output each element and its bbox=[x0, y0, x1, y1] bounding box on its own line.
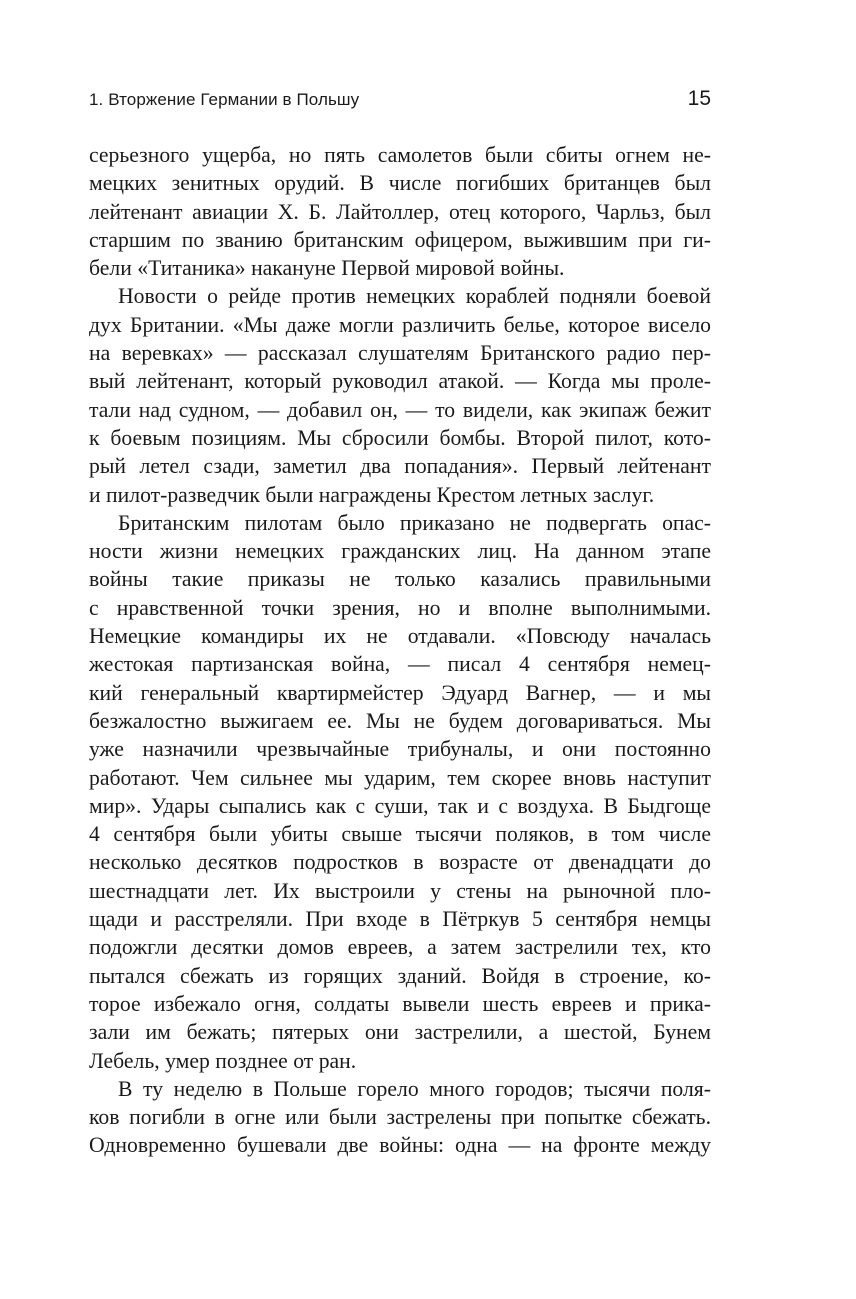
text-line: шестнадцати лет. Их выстроили у стены на рыночной пло- bbox=[89, 878, 711, 903]
text-line: Одновременно бушевали две войны: одна — на фронте между bbox=[89, 1133, 711, 1158]
text-line: серьезного ущерба, но пять самолетов были сбиты огнем не- bbox=[89, 143, 711, 167]
text-line: лейтенант авиации Х. Б. Лайтоллер, отец которого, Чарльз, был bbox=[89, 199, 711, 224]
text-line: ности жизни немецких гражданских лиц. На данном этапе bbox=[89, 539, 711, 564]
text-line: вый лейтенант, который руководил атакой. — Когда мы проле- bbox=[89, 369, 711, 394]
text-line: с нравственной точки зрения, но и вполне выполнимыми. bbox=[89, 595, 711, 620]
running-head bbox=[89, 88, 711, 112]
paragraph bbox=[89, 141, 711, 282]
text-line: Новости о рейде против немецких кораблей подняли боевой bbox=[118, 284, 711, 309]
text-line: тали над судном, — добавил он, — то видели, как экипаж бежит bbox=[89, 397, 711, 422]
text-line: Немецкие командиры их не отдавали. «Повсюду началась bbox=[89, 624, 711, 649]
text-line: мир». Удары сыпались как с суши, так и с воздуха. В Быдгоще bbox=[89, 793, 711, 818]
text-line: щади и расстреляли. При входе в Пётркув 5 сентября немцы bbox=[89, 907, 711, 932]
text-line: к боевым позициям. Мы сбросили бомбы. Второй пилот, кото- bbox=[89, 425, 711, 450]
text-line: рый летел сзади, заметил два попадания». Первый лейтенант bbox=[89, 454, 711, 479]
body-text bbox=[89, 141, 711, 1160]
text-line: жестокая партизанская война, — писал 4 сентября немец- bbox=[89, 652, 711, 677]
paragraph bbox=[89, 282, 711, 508]
text-line: Британским пилотам было приказано не подвергать опас- bbox=[118, 510, 711, 535]
text-line: войны такие приказы не только казались правильными bbox=[89, 567, 711, 592]
text-line: на веревках» — рассказал слушателям Британского радио пер- bbox=[89, 341, 711, 366]
text-line: ков погибли в огне или были застрелены при попытке сбежать. bbox=[89, 1105, 711, 1130]
text-line: работают. Чем сильнее мы ударим, тем скорее вновь наступит bbox=[89, 765, 711, 790]
text-line: зали им бежать; пятерых они застрелили, а шестой, Бунем bbox=[89, 1020, 711, 1045]
text-line: 4 сентября были убиты свыше тысячи поляков, в том числе bbox=[89, 822, 711, 847]
text-line: подожгли десятки домов евреев, а затем застрелили тех, кто bbox=[89, 935, 711, 960]
text-line: кий генеральный квартирмейстер Эдуард Вагнер, — и мы bbox=[89, 680, 711, 705]
text-line: старшим по званию британским офицером, выжившим при ги- bbox=[89, 227, 711, 252]
text-line: дух Британии. «Мы даже могли различить белье, которое висело bbox=[89, 312, 711, 337]
text-line: пытался сбежать из горящих зданий. Войдя в строение, ко- bbox=[89, 963, 711, 988]
text-line: Лебель, умер позднее от ран. bbox=[89, 1048, 357, 1073]
text-line: мецких зенитных орудий. В числе погибших британцев был bbox=[89, 171, 711, 196]
chapter-title: 1. Вторжение Германии в Польшу bbox=[89, 90, 360, 109]
text-line: и пилот-разведчик были награждены Крестом летных заслуг. bbox=[89, 482, 655, 507]
text-line: торое избежало огня, солдаты вывели шесть евреев и прика- bbox=[89, 991, 711, 1016]
paragraph bbox=[89, 1075, 711, 1160]
page-number: 15 bbox=[687, 87, 711, 110]
paragraph bbox=[89, 509, 711, 1075]
text-line: уже назначили чрезвычайные трибуналы, и они постоянно bbox=[89, 737, 711, 762]
text-line: бели «Титаника» накануне Первой мировой войны. bbox=[89, 256, 565, 281]
text-line: В ту неделю в Польше горело много городов; тысячи поля- bbox=[118, 1076, 711, 1101]
text-line: несколько десятков подростков в возрасте от двенадцати до bbox=[89, 850, 711, 875]
text-line: безжалостно выжигаем ее. Мы не будем договариваться. Мы bbox=[89, 708, 711, 733]
